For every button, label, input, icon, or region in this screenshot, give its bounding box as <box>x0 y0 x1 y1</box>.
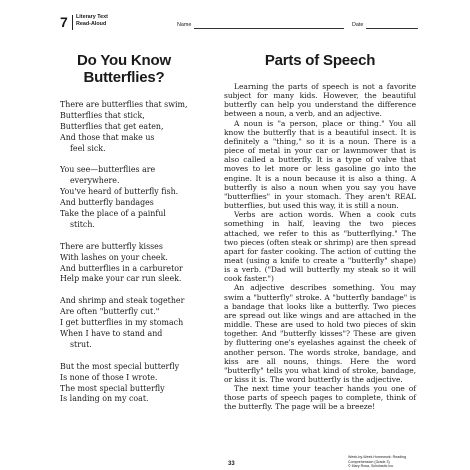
credit-line <box>348 455 428 469</box>
poem-stanza <box>60 165 188 230</box>
poem-line: Butterflies that get eaten, <box>60 121 164 131</box>
poem-line: There are butterfly kisses <box>60 241 163 251</box>
poem-line: When I have to stand and <box>60 328 163 338</box>
poem-body <box>60 100 188 405</box>
article-title: Parts of Speech <box>264 52 376 69</box>
poem-line: stitch. <box>70 219 95 229</box>
page-header <box>60 14 415 30</box>
poem-title: Do You Know Butterflies? <box>77 52 171 86</box>
unit-number: 7 <box>60 14 68 30</box>
date-field[interactable] <box>366 28 418 29</box>
poem-stanza <box>60 362 188 406</box>
section-label-line2: Read-Aloud <box>76 20 107 27</box>
poem-line: feel sick. <box>70 143 106 153</box>
poem-line: The most special butterfly <box>60 383 165 393</box>
section-label-line1: Literary Text <box>76 14 108 20</box>
poem-line: And those that make us <box>60 132 155 142</box>
section-label <box>76 14 108 27</box>
credit-line-1: Week-by-Week Homework: Reading Comprehension (Grade 3) <box>348 455 406 464</box>
poem-line: everywhere. <box>70 176 120 186</box>
poem-line: Is landing on my coat. <box>60 394 149 404</box>
date-label: Date <box>352 22 364 28</box>
name-label: Name <box>177 22 192 28</box>
poem-line: And butterflies in a carburetor <box>60 263 183 273</box>
poem-line: And shrimp and steak together <box>60 296 185 306</box>
poem-line: Is none of those I wrote. <box>60 372 158 382</box>
poem-line: Are often "butterfly cut." <box>60 307 160 317</box>
poem-line: strut. <box>70 339 92 349</box>
poem-line: You see—butterflies are <box>60 165 156 175</box>
article-body <box>224 82 416 412</box>
article-column <box>224 52 416 412</box>
name-field[interactable] <box>194 28 344 29</box>
article-paragraph: Verbs are action words. When a cook cuts something in half, leaving the two pieces attached, we refer to this as "butterflying." The two pieces (often steak or shrimp) are then spread apart for faster cooking. The action of cutting the meat (using a knife to create a "butterfly" shape) is a verb. ("Dad will butterfly my steak so it will cook faster.") <box>224 210 416 284</box>
article-paragraph: The next time your teacher hands you one of those parts of speech pages to complete, think of the butterfly. The page will be a breeze! <box>224 384 416 412</box>
poem-line: Help make your car run sleek. <box>60 274 182 284</box>
poem-stanza <box>60 242 188 286</box>
poem-column <box>60 52 188 416</box>
poem-stanza <box>60 100 188 155</box>
header-divider <box>72 15 73 30</box>
poem-stanza <box>60 296 188 351</box>
poem-line: But the most special butterfly <box>60 361 180 371</box>
poem-line: Take the place of a painful <box>60 209 166 219</box>
article-paragraph: A noun is "a person, place or thing." You all know the butterfly that is a beautiful insect. It is definitely a "thing," so it is a noun. There is a piece of metal in your car or lawnmower that is also called a butterfly. It is a type of valve that moves to let more or less gasoline go into the engine. It is a noun because it is also a thing. A butterfly is also a noun when you say you have "butterflies" in your stomach. They aren't REAL butterflies, but used this way, it is still a noun. <box>224 118 416 211</box>
poem-line: Butterflies that stick, <box>60 110 145 120</box>
poem-line: With lashes on your cheek. <box>60 252 168 262</box>
article-paragraph: Learning the parts of speech is not a favorite subject for many kids. However, the beautiful butterfly can help you understand the difference between a noun, a verb, and an adjective. <box>224 82 416 119</box>
poem-line: I get butterflies in my stomach <box>60 318 184 328</box>
page-number: 33 <box>228 461 235 467</box>
poem-line: And butterfly bandages <box>60 198 154 208</box>
poem-line: There are butterflies that swim, <box>60 100 188 109</box>
article-paragraph: An adjective describes something. You may swim a "butterfly" stroke. A "butterfly bandage" is a bandage that looks like a butterfly. Two pieces are spread out like wings and are attached in the middle. These are used to hold two pieces of skin together. And "butterfly kisses"? These are given by fluttering one's eyelashes against the cheek of another person. The words stroke, bandage, and kiss are all nouns, things. Here the word "butterfly" tells you what kind of stroke, bandage, or kiss it is. The word butterfly is the adjective. <box>224 283 416 384</box>
credit-line-2: © Mary Rosa, Scholastic Inc. <box>348 464 395 469</box>
poem-line: You've heard of butterfly fish. <box>60 187 179 197</box>
